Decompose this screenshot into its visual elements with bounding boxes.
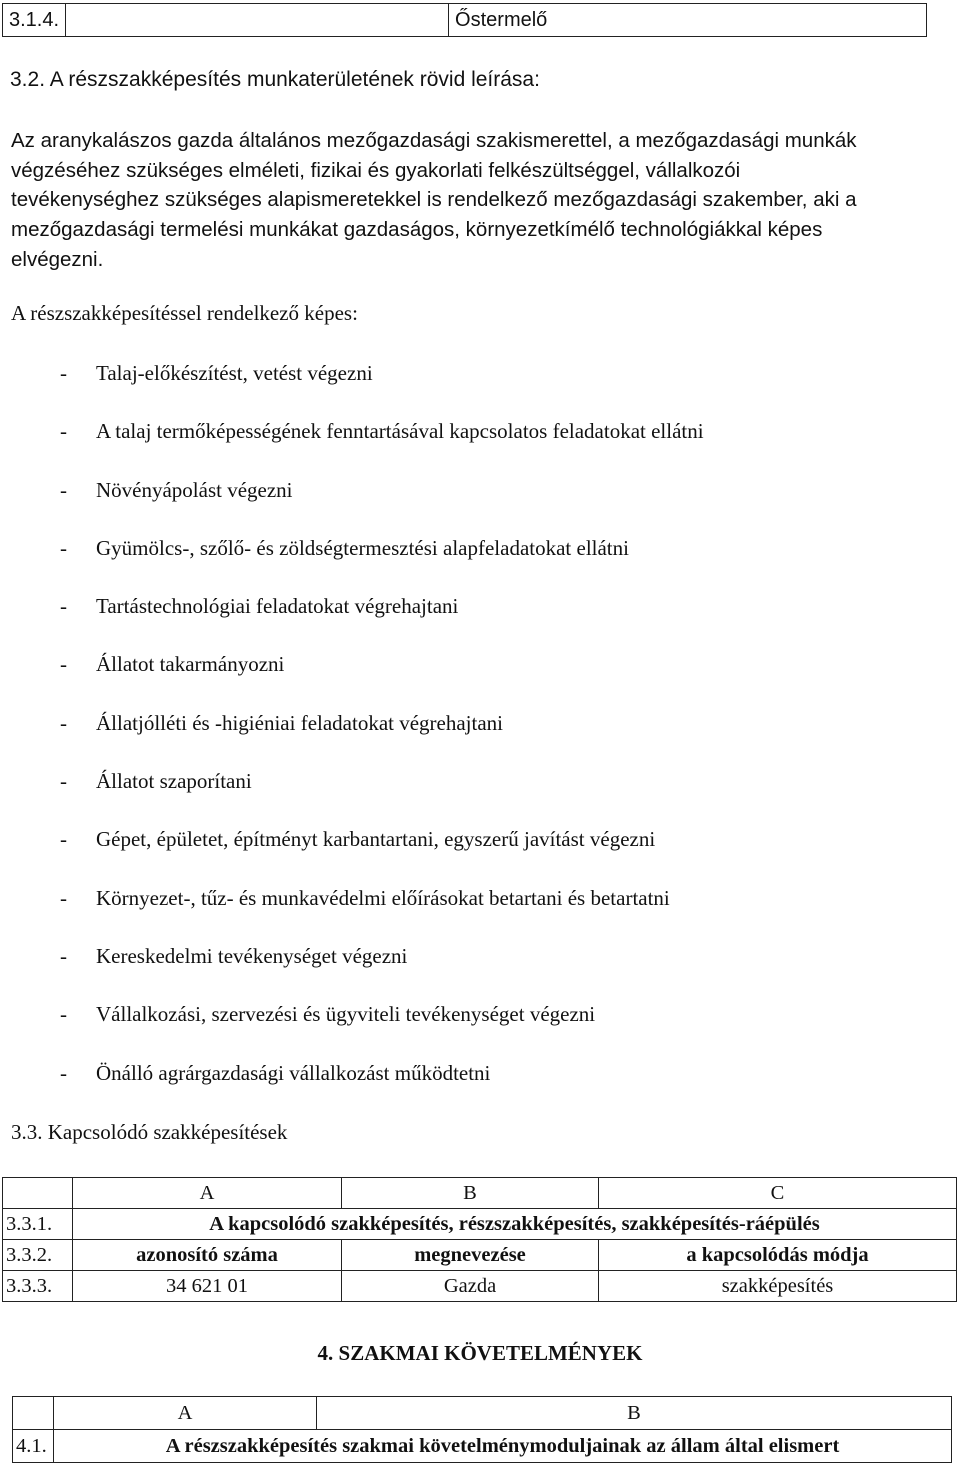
row-number: 3.1.4. — [3, 4, 66, 37]
table-header-row — [3, 1178, 957, 1209]
empty-cell — [3, 1178, 73, 1209]
table-cell: szakképesítés — [599, 1271, 957, 1302]
table-row — [13, 1430, 952, 1463]
table-cell: Gazda — [342, 1271, 599, 1302]
dash: - — [60, 361, 67, 385]
row-number: 3.3.3. — [3, 1271, 73, 1302]
dash: - — [60, 885, 67, 910]
list-item — [60, 764, 704, 822]
empty-cell — [13, 1397, 54, 1430]
list-item-text: Növényápolást végezni — [96, 477, 293, 502]
paragraph-line: tevékenységhez szükséges alapismeretekkel is rendelkező mezőgazdasági szakember, aki a — [11, 188, 857, 212]
table-row — [3, 1209, 957, 1240]
merged-cell: A kapcsolódó szakképesítés, részszakképesítés, szakképesítés-ráépülés — [73, 1209, 957, 1240]
column-header: C — [599, 1178, 957, 1209]
list-item — [60, 414, 704, 472]
column-header: B — [342, 1178, 599, 1209]
table-cell: a kapcsolódás módja — [599, 1240, 957, 1271]
dash: - — [60, 594, 67, 619]
row-number: 3.3.2. — [3, 1240, 73, 1271]
list-item — [60, 473, 704, 531]
list-item-text: Környezet-, tűz- és munkavédelmi előírásokat betartani és betartatni — [96, 885, 670, 910]
empty-cell — [66, 4, 449, 37]
column-header: A — [54, 1397, 317, 1430]
list-item — [60, 939, 704, 997]
list-item-text: Önálló agrárgazdasági vállalkozást működtetni — [96, 1060, 491, 1085]
list-item — [60, 531, 704, 589]
list-item-text: Állatot takarmányozni — [96, 652, 285, 677]
paragraph-line: Az aranykalászos gazda általános mezőgazdasági szakismerettel, a mezőgazdasági munkák — [11, 129, 857, 152]
list-item — [60, 1056, 704, 1114]
dash: - — [60, 1060, 67, 1085]
table-cell: azonosító száma — [73, 1240, 342, 1271]
list-item-text: Vállalkozási, szervezési és ügyviteli tevékenységet végezni — [96, 1002, 596, 1027]
dash: - — [60, 419, 67, 444]
dash: - — [60, 943, 67, 968]
list-item-text: Talaj-előkészítést, vetést végezni — [96, 361, 373, 385]
list-item-text: Kereskedelmi tevékenységet végezni — [96, 943, 408, 968]
capabilities-intro: A részszakképesítéssel rendelkező képes: — [11, 301, 358, 325]
section-3-2-heading: 3.2. A részszakképesítés munkaterületének rövid leírása: — [10, 68, 540, 91]
section-4-heading: 4. SZAKMAI KÖVETELMÉNYEK — [317, 1341, 643, 1365]
list-item-text: Állatot szaporítani — [96, 769, 252, 794]
row-number: 4.1. — [13, 1430, 54, 1463]
dash: - — [60, 710, 67, 735]
table-cell: 34 621 01 — [73, 1271, 342, 1302]
dash: - — [60, 477, 67, 502]
list-item — [60, 706, 704, 764]
dash: - — [60, 827, 67, 852]
list-item-text: Gépet, épületet, építményt karbantartani, egyszerű javítást végezni — [96, 827, 656, 852]
table-row — [3, 1271, 957, 1302]
professional-requirements-table — [12, 1396, 952, 1463]
paragraph-line: mezőgazdasági termelési munkákat gazdaságos, környezetkímélő technológiákkal képes — [11, 218, 823, 242]
list-item-text: Tartástechnológiai feladatokat végrehajtani — [96, 594, 459, 619]
row-value: Őstermelő — [449, 4, 927, 37]
table-cell: megnevezése — [342, 1240, 599, 1271]
table-header-row — [13, 1397, 952, 1430]
paragraph-line: végzéséhez szükséges elméleti, fizikai és gyakorlati felkészültséggel, vállalkozói — [11, 158, 741, 182]
dash: - — [60, 535, 67, 560]
row-number: 3.3.1. — [3, 1209, 73, 1240]
merged-cell: A részszakképesítés szakmai követelménymoduljainak az állam által elismert — [54, 1430, 952, 1463]
paragraph-line: elvégezni. — [11, 247, 104, 271]
column-header: B — [317, 1397, 952, 1430]
section-3-3-heading: 3.3. Kapcsolódó szakképesítések — [11, 1120, 288, 1144]
list-item — [60, 822, 704, 880]
qualification-row-table — [2, 3, 927, 37]
list-item-text: Gyümölcs-, szőlő- és zöldségtermesztési alapfeladatokat ellátni — [96, 535, 629, 560]
capabilities-list — [60, 356, 704, 1114]
dash: - — [60, 769, 67, 794]
list-item-text: A talaj termőképességének fenntartásával kapcsolatos feladatokat ellátni — [96, 419, 704, 444]
description-paragraph — [11, 126, 936, 275]
list-item — [60, 647, 704, 705]
list-item — [60, 356, 704, 414]
list-item — [60, 589, 704, 647]
related-qualifications-table — [2, 1177, 957, 1302]
list-item-text: Állatjólléti és -higiéniai feladatokat végrehajtani — [96, 710, 504, 735]
column-header: A — [73, 1178, 342, 1209]
list-item — [60, 881, 704, 939]
dash: - — [60, 1002, 67, 1027]
list-item — [60, 997, 704, 1055]
table-row — [3, 1240, 957, 1271]
dash: - — [60, 652, 67, 677]
